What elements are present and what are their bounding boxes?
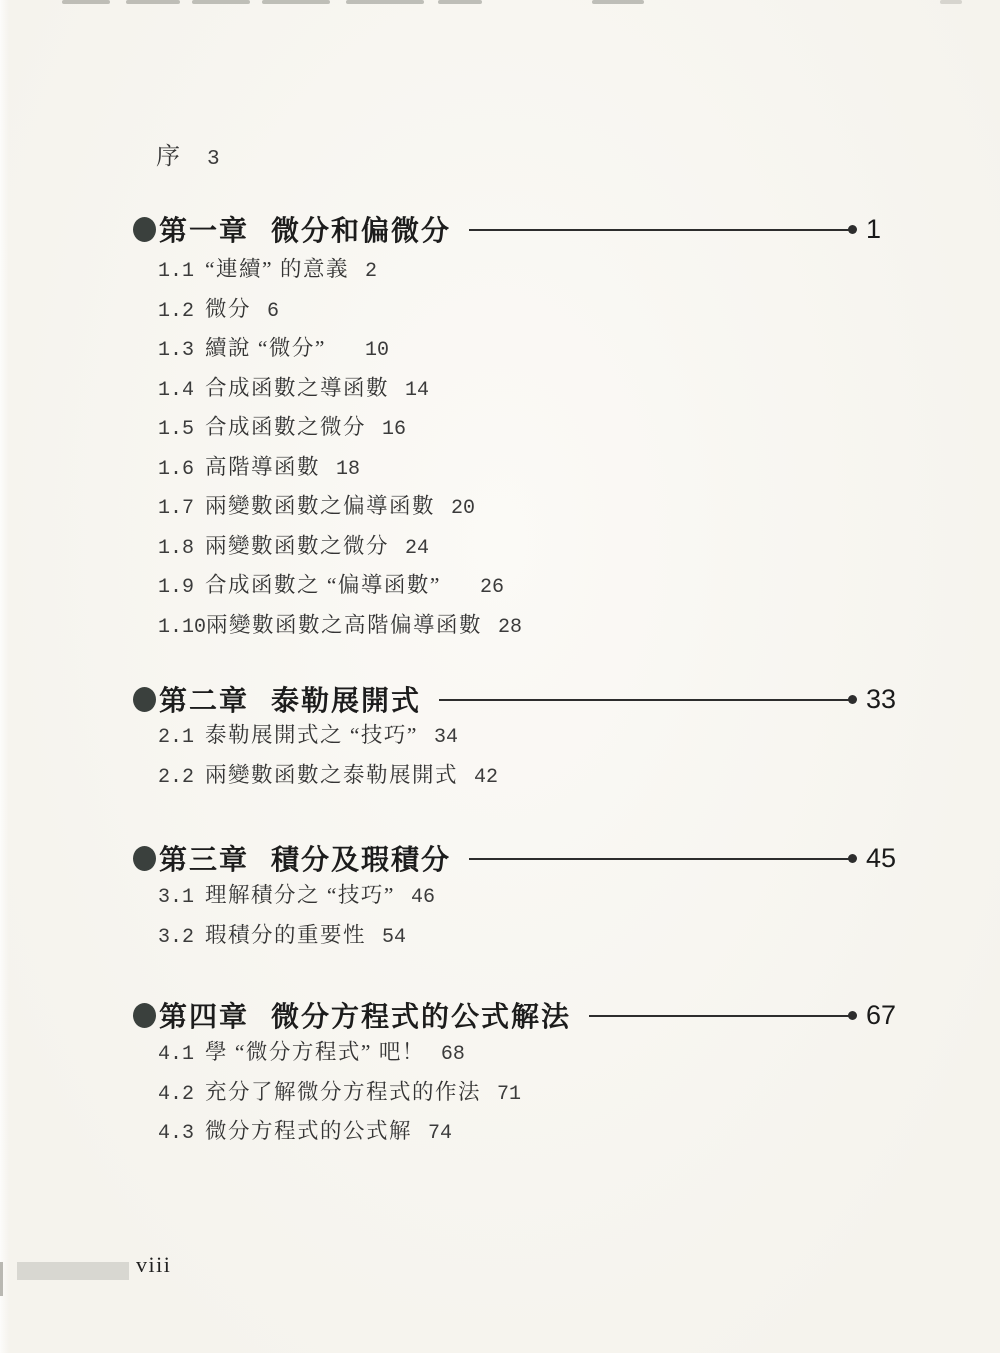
chapter-1-heading	[133, 211, 908, 247]
section-title: 合成函數之微分	[205, 415, 367, 439]
section-number: 1.1	[158, 260, 195, 283]
chapter-title: 微分方程式的公式解法	[271, 1001, 572, 1032]
section-page-number: 10	[364, 339, 389, 362]
leader-line	[469, 229, 855, 231]
chapter-2-sections	[158, 716, 858, 795]
chapter-number: 第三章	[159, 844, 250, 875]
section-number: 3.1	[158, 886, 195, 909]
chapter-4-sections	[158, 1033, 858, 1152]
section-title: 兩變數函數之微分	[205, 533, 390, 558]
scan-artifact	[346, 0, 424, 4]
toc-section-row	[158, 606, 858, 646]
section-page-number: 26	[479, 576, 504, 599]
scan-artifact	[438, 0, 482, 4]
section-page-number: 28	[498, 615, 523, 639]
section-number: 1.2	[158, 299, 195, 323]
section-page-number: 2	[364, 260, 377, 283]
chapter-bullet-icon	[133, 217, 156, 242]
chapter-page-number: 67	[866, 999, 897, 1030]
toc-section-row	[158, 566, 858, 606]
scan-edge-strip	[0, 0, 9, 1353]
section-page-number: 16	[382, 418, 407, 441]
scan-artifact	[262, 0, 330, 4]
section-title: 微分方程式的公式解	[205, 1119, 413, 1143]
section-page-number: 54	[382, 925, 407, 949]
section-number: 1.8	[158, 536, 195, 560]
toc-section-row	[158, 1112, 858, 1152]
section-title: 高階導函數	[205, 454, 321, 479]
chapter-title: 積分及瑕積分	[271, 844, 452, 875]
chapter-number: 第一章	[159, 215, 250, 246]
section-title: 瑕積分的重要性	[205, 922, 367, 947]
toc-section-row	[158, 916, 858, 956]
section-page-number: 20	[451, 497, 476, 520]
section-title: 兩變數函數之偏導函數	[205, 494, 436, 518]
section-title: 泰勒展開式之 “技巧”	[205, 723, 418, 747]
section-number: 2.2	[158, 765, 195, 789]
toc-section-row	[158, 716, 858, 756]
section-number: 1.10	[158, 615, 207, 639]
toc-section-row	[158, 408, 858, 448]
section-title: 學 “微分方程式” 吧！	[205, 1040, 425, 1064]
chapter-number: 第二章	[159, 685, 250, 716]
toc-section-row	[158, 756, 858, 796]
section-page-number: 24	[405, 536, 430, 560]
chapter-2-heading	[133, 681, 908, 717]
leader-line	[469, 858, 855, 860]
chapter-title: 微分和偏微分	[271, 215, 452, 246]
section-number: 3.2	[158, 925, 195, 949]
chapter-page-number: 1	[866, 213, 882, 244]
section-page-number: 34	[433, 726, 458, 749]
section-number: 4.3	[158, 1122, 195, 1145]
chapter-1-sections	[158, 250, 858, 645]
scan-artifact	[192, 0, 250, 4]
toc-section-row	[158, 369, 858, 409]
chapter-bullet-icon	[133, 1003, 156, 1028]
section-page-number: 6	[267, 299, 280, 323]
footer-page-number: viii	[136, 1252, 172, 1277]
toc-section-row	[158, 329, 858, 369]
section-title: 兩變數函數之高階偏導函數	[206, 612, 483, 637]
preface-page-number: 3	[207, 148, 221, 171]
section-page-number: 14	[405, 378, 430, 402]
section-page-number: 18	[336, 457, 361, 481]
preface-label: 序	[156, 144, 181, 170]
leader-line	[589, 1015, 855, 1017]
chapter-number: 第四章	[159, 1001, 250, 1032]
section-page-number: 42	[474, 765, 499, 789]
chapter-3-sections	[158, 876, 858, 955]
toc-section-row	[158, 487, 858, 527]
toc-section-row	[158, 448, 858, 488]
section-title: 兩變數函數之泰勒展開式	[205, 762, 459, 787]
leader-line	[439, 699, 855, 701]
chapter-bullet-icon	[133, 687, 156, 712]
preface-row	[156, 136, 221, 171]
section-number: 1.4	[158, 378, 195, 402]
toc-section-row	[158, 527, 858, 567]
section-title: 理解積分之 “技巧”	[205, 883, 395, 907]
section-number: 1.6	[158, 457, 195, 481]
section-page-number: 71	[497, 1082, 522, 1106]
section-number: 4.2	[158, 1082, 195, 1106]
chapter-page-number: 33	[866, 683, 897, 714]
section-title: 合成函數之 “偏導函數”	[205, 573, 464, 597]
chapter-bullet-icon	[133, 846, 156, 871]
section-number: 1.9	[158, 576, 195, 599]
chapter-3-heading	[133, 840, 908, 876]
toc-section-row	[158, 1073, 858, 1113]
section-number: 1.7	[158, 497, 195, 520]
scan-artifact	[592, 0, 644, 4]
footer-highlight-bar	[17, 1262, 129, 1280]
section-title: 續說 “微分”	[205, 336, 349, 360]
section-page-number: 46	[410, 886, 435, 909]
toc-section-row	[158, 250, 858, 290]
section-title: 充分了解微分方程式的作法	[205, 1079, 482, 1104]
section-title: “連續” 的意義	[205, 257, 349, 281]
chapter-title: 泰勒展開式	[271, 685, 422, 716]
toc-section-row	[158, 290, 858, 330]
toc-section-row	[158, 1033, 858, 1073]
scan-artifact	[126, 0, 180, 4]
section-number: 1.3	[158, 339, 195, 362]
scan-artifact	[62, 0, 110, 4]
section-number: 2.1	[158, 726, 195, 749]
scan-artifact	[940, 0, 962, 4]
scan-artifact	[0, 1262, 3, 1296]
section-page-number: 68	[440, 1043, 465, 1066]
section-title: 微分	[205, 296, 252, 321]
section-number: 4.1	[158, 1043, 195, 1066]
section-title: 合成函數之導函數	[205, 375, 390, 400]
chapter-4-heading	[133, 997, 908, 1033]
toc-section-row	[158, 876, 858, 916]
section-number: 1.5	[158, 418, 195, 441]
section-page-number: 74	[428, 1122, 453, 1145]
chapter-page-number: 45	[866, 842, 897, 873]
